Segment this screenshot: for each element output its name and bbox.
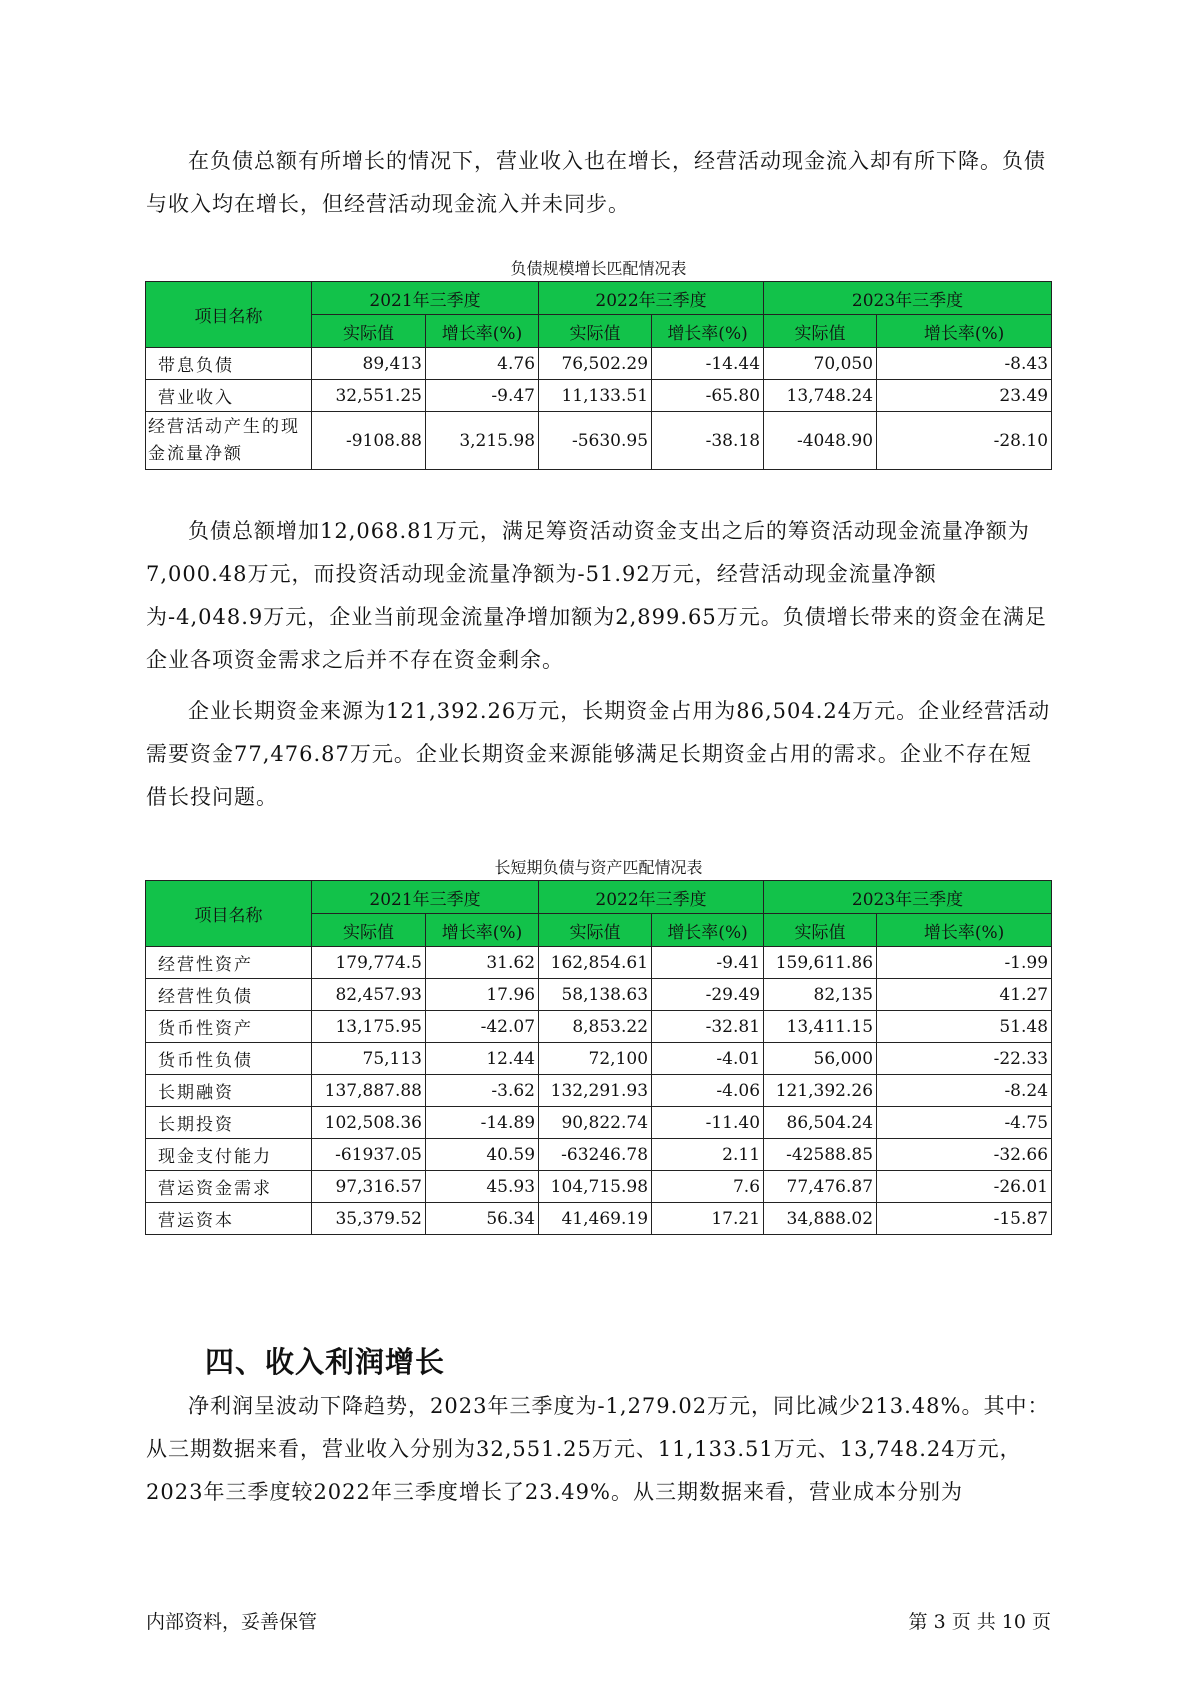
growth-rate-cell: 23.49 [877,380,1052,412]
growth-rate-cell: 7.6 [652,1171,764,1203]
actual-value-cell: -42588.85 [764,1139,877,1171]
growth-rate-cell: -32.81 [652,1011,764,1043]
header-growth: 增长率(%) [652,914,764,947]
growth-rate-cell: 3,215.98 [426,412,539,470]
actual-value-cell: 13,748.24 [764,380,877,412]
actual-value-cell: 162,854.61 [539,947,652,979]
growth-rate-cell: -28.10 [877,412,1052,470]
header-period-2022: 2022年三季度 [539,282,764,315]
table-row [146,1139,1052,1171]
actual-value-cell: 34,888.02 [764,1203,877,1235]
row-label: 营运资本 [146,1203,312,1235]
actual-value-cell: 11,133.51 [539,380,652,412]
table2-caption: 长短期负债与资产匹配情况表 [494,858,703,877]
actual-value-cell: 82,457.93 [312,979,426,1011]
footer-confidential-note: 内部资料，妥善保管 [146,1611,318,1633]
section-heading: 四、收入利润增长 [205,1345,446,1379]
growth-rate-cell: 40.59 [426,1139,539,1171]
header-growth: 增长率(%) [426,315,539,348]
growth-rate-cell: -32.66 [877,1139,1052,1171]
actual-value-cell: 76,502.29 [539,348,652,380]
growth-rate-cell: -38.18 [652,412,764,470]
header-growth: 增长率(%) [877,315,1052,348]
growth-rate-cell: 51.48 [877,1011,1052,1043]
actual-value-cell: 13,411.15 [764,1011,877,1043]
actual-value-cell: 179,774.5 [312,947,426,979]
row-label: 长期投资 [146,1107,312,1139]
actual-value-cell: 77,476.87 [764,1171,877,1203]
actual-value-cell: -5630.95 [539,412,652,470]
table-row [146,1171,1052,1203]
growth-rate-cell: 56.34 [426,1203,539,1235]
header-actual: 实际值 [539,315,652,348]
header-actual: 实际值 [312,914,426,947]
table-row [146,1011,1052,1043]
header-period-2023: 2023年三季度 [764,881,1052,914]
row-label: 营运资金需求 [146,1171,312,1203]
actual-value-cell: 132,291.93 [539,1075,652,1107]
growth-rate-cell: 17.96 [426,979,539,1011]
growth-rate-cell: -42.07 [426,1011,539,1043]
actual-value-cell: 8,853.22 [539,1011,652,1043]
actual-value-cell: 97,316.57 [312,1171,426,1203]
table-row [146,947,1052,979]
actual-value-cell: -63246.78 [539,1139,652,1171]
actual-value-cell: 56,000 [764,1043,877,1075]
growth-rate-cell: -8.24 [877,1075,1052,1107]
footer-page-number: 第 3 页 共 10 页 [908,1611,1051,1633]
growth-rate-cell: -15.87 [877,1203,1052,1235]
actual-value-cell: 75,113 [312,1043,426,1075]
actual-value-cell: 82,135 [764,979,877,1011]
growth-rate-cell: 45.93 [426,1171,539,1203]
growth-rate-cell: -11.40 [652,1107,764,1139]
header-growth: 增长率(%) [426,914,539,947]
actual-value-cell: 86,504.24 [764,1107,877,1139]
actual-value-cell: 102,508.36 [312,1107,426,1139]
table1-caption: 负债规模增长匹配情况表 [510,259,687,278]
growth-rate-cell: -3.62 [426,1075,539,1107]
actual-value-cell: 58,138.63 [539,979,652,1011]
growth-rate-cell: -65.80 [652,380,764,412]
row-label: 货币性负债 [146,1043,312,1075]
asset-liability-match-table [145,880,1052,1235]
table-row [146,380,1052,412]
table-row [146,1043,1052,1075]
header-period-2022: 2022年三季度 [539,881,764,914]
actual-value-cell: 32,551.25 [312,380,426,412]
growth-rate-cell: 4.76 [426,348,539,380]
actual-value-cell: 70,050 [764,348,877,380]
header-item-name: 项目名称 [146,282,312,348]
debt-growth-table [145,281,1052,470]
row-label: 经营性资产 [146,947,312,979]
header-item-name: 项目名称 [146,881,312,947]
header-actual: 实际值 [764,315,877,348]
growth-rate-cell: 41.27 [877,979,1052,1011]
growth-rate-cell: -9.41 [652,947,764,979]
growth-rate-cell: -29.49 [652,979,764,1011]
actual-value-cell: 72,100 [539,1043,652,1075]
growth-rate-cell: -1.99 [877,947,1052,979]
row-label: 现金支付能力 [146,1139,312,1171]
growth-rate-cell: -4.06 [652,1075,764,1107]
growth-rate-cell: -9.47 [426,380,539,412]
header-growth: 增长率(%) [652,315,764,348]
growth-rate-cell: 17.21 [652,1203,764,1235]
row-label: 经营活动产生的现金流量净额 [146,412,312,470]
header-growth: 增长率(%) [877,914,1052,947]
actual-value-cell: -9108.88 [312,412,426,470]
header-actual: 实际值 [539,914,652,947]
table-row [146,1203,1052,1235]
actual-value-cell: 137,887.88 [312,1075,426,1107]
actual-value-cell: 41,469.19 [539,1203,652,1235]
row-label: 带息负债 [146,348,312,380]
table-row [146,1107,1052,1139]
growth-rate-cell: -26.01 [877,1171,1052,1203]
growth-rate-cell: -4.75 [877,1107,1052,1139]
actual-value-cell: 90,822.74 [539,1107,652,1139]
actual-value-cell: -61937.05 [312,1139,426,1171]
actual-value-cell: 35,379.52 [312,1203,426,1235]
paragraph-long-term-funds: 企业长期资金来源为121,392.26万元，长期资金占用为86,504.24万元。企业经营活动需要资金77,476.87万元。企业长期资金来源能够满足长期资金占用的需求。企业不存在短借长投问题。 [146,699,1051,809]
growth-rate-cell: -8.43 [877,348,1052,380]
header-actual: 实际值 [312,315,426,348]
row-label: 货币性资产 [146,1011,312,1043]
paragraph-profit: 净利润呈波动下降趋势，2023年三季度为-1,279.02万元，同比减少213.48%。其中：从三期数据来看，营业收入分别为32,551.25万元、11,133.51万元、13,748.24万元，2023年三季度较2022年三季度增长了23.49%。从三期数据来看，营业成本分别为 [146,1394,1050,1504]
actual-value-cell: 159,611.86 [764,947,877,979]
actual-value-cell: 121,392.26 [764,1075,877,1107]
paragraph-debt-cashflow: 负债总额增加12,068.81万元，满足筹资活动资金支出之后的筹资活动现金流量净额为7,000.48万元，而投资活动现金流量净额为-51.92万元，经营活动现金流量净额为-4,048.9万元，企业当前现金流量净增加额为2,899.65万元。负债增长带来的资金在满足企业各项资金需求之后并不存在资金剩余。 [146,519,1047,672]
header-actual: 实际值 [764,914,877,947]
actual-value-cell: 89,413 [312,348,426,380]
table-row [146,1075,1052,1107]
row-label: 营业收入 [146,380,312,412]
growth-rate-cell: -14.44 [652,348,764,380]
paragraph-intro: 在负债总额有所增长的情况下，营业收入也在增长，经营活动现金流入却有所下降。负债与收入均在增长，但经营活动现金流入并未同步。 [146,149,1046,216]
actual-value-cell: 13,175.95 [312,1011,426,1043]
growth-rate-cell: -22.33 [877,1043,1052,1075]
header-period-2021: 2021年三季度 [312,881,539,914]
growth-rate-cell: 2.11 [652,1139,764,1171]
growth-rate-cell: -4.01 [652,1043,764,1075]
growth-rate-cell: -14.89 [426,1107,539,1139]
header-period-2021: 2021年三季度 [312,282,539,315]
actual-value-cell: -4048.90 [764,412,877,470]
growth-rate-cell: 31.62 [426,947,539,979]
table-row [146,348,1052,380]
header-period-2023: 2023年三季度 [764,282,1052,315]
table-row [146,412,1052,470]
table-row [146,979,1052,1011]
growth-rate-cell: 12.44 [426,1043,539,1075]
actual-value-cell: 104,715.98 [539,1171,652,1203]
row-label: 经营性负债 [146,979,312,1011]
row-label: 长期融资 [146,1075,312,1107]
